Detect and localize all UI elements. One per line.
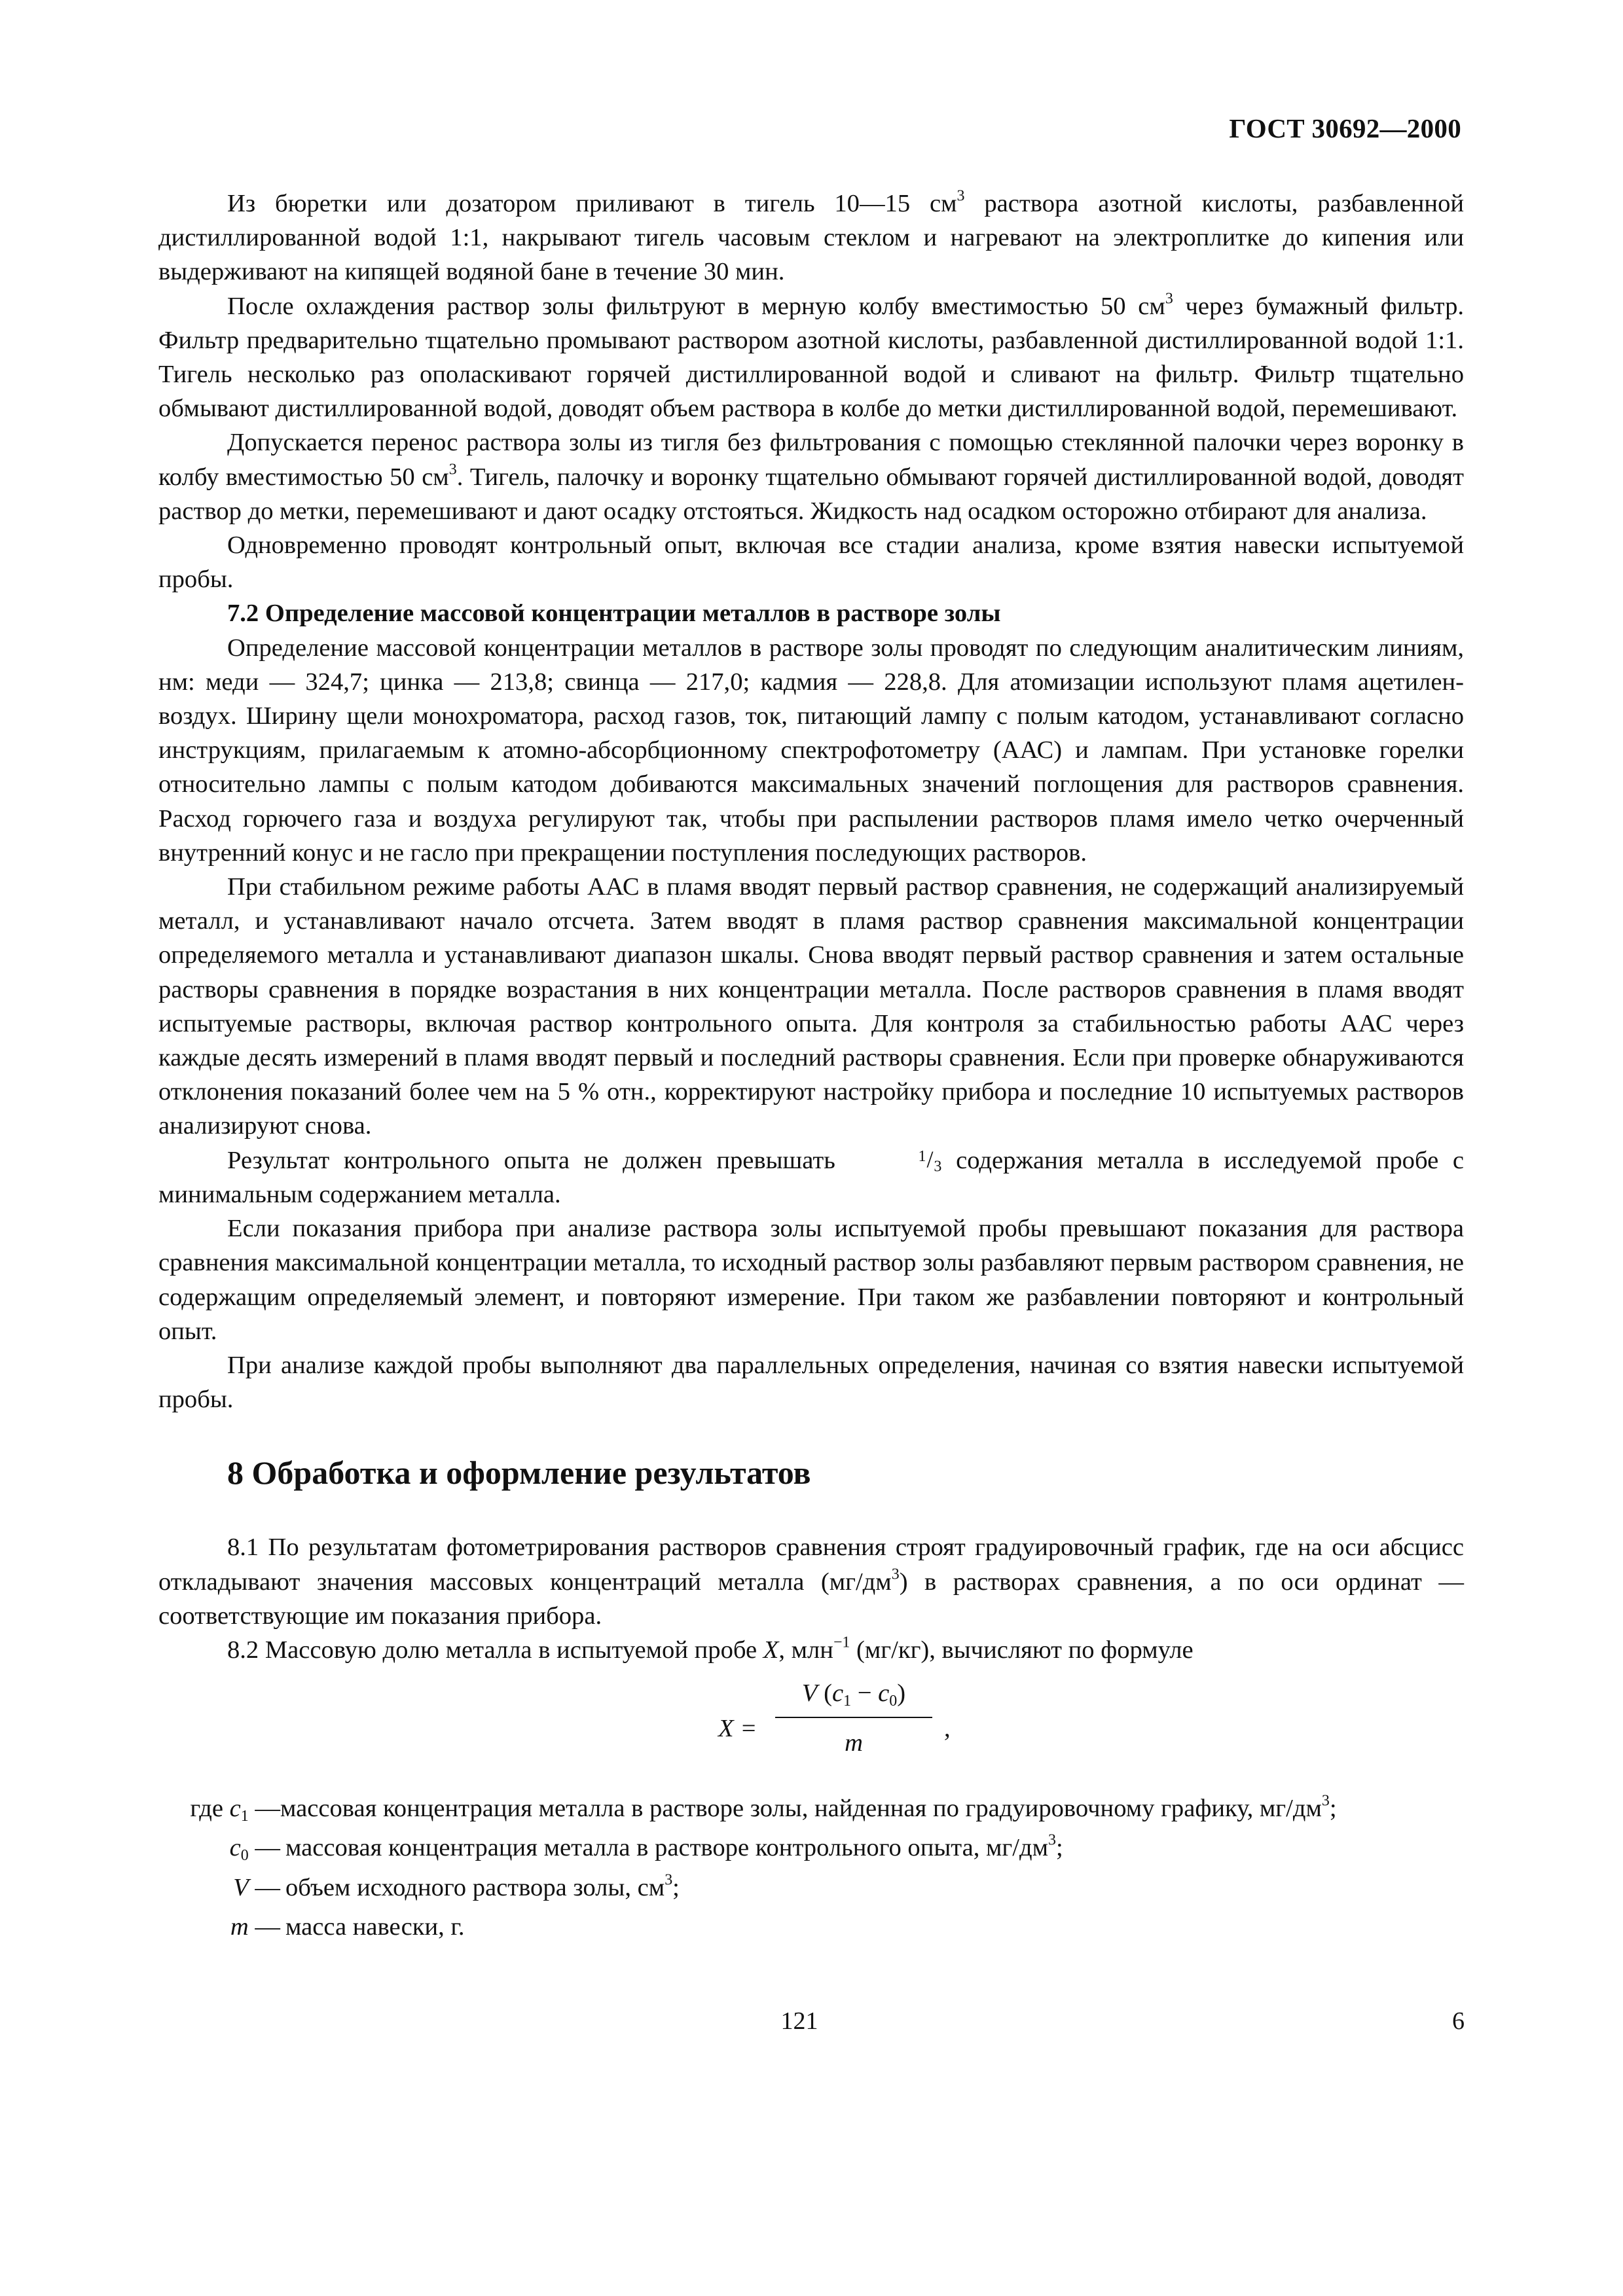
definition-item: V — объем исходного раствора золы, $см^3$; [233, 1871, 680, 1901]
formula-lhs: X = [718, 1715, 757, 1743]
document-code: ГОСТ 30692—2000 [1229, 113, 1461, 143]
section-heading-7-2: 7.2 Определение массовой концентрации металлов в растворе золы [227, 600, 1001, 628]
paragraph: При стабильном режиме работы ААС в пламя вводят первый раствор сравнения, не содержащий анализируемый металл, и устанавливают начало отсчета. Затем вводят в пламя раствор сравнения максимальной концентрации определяемого металла и устанавливают диапазон шкалы. Снова вводят первый раствор сравнения и затем остальные растворы сравнения в порядке возрастания в них концентрации металла. После растворов сравнения в пламя вводят испытуемые растворы, включая раствор контрольного опыта. Для контроля за стабильностью работы ААС через каждые десять измерений в пламя вводят первый и последний растворы сравнения. Если при проверке обнаруживаются отклонения показаний более чем на 5 % отн., корректируют настройку прибора и последние 10 испытуемых растворов анализируют снова. [158, 873, 1464, 1140]
paragraph: 8.2 Массовую долю металла в испытуемой пробе X, млн$^{-1}$ (мг/кг), вычисляют по формуле [227, 1634, 1194, 1664]
formula-definitions [158, 1791, 1464, 1944]
sheet-number: 6 [1452, 2007, 1465, 2035]
formula-denominator: m [845, 1729, 863, 1757]
page-content [158, 187, 1464, 1949]
formula-comma: , [944, 1715, 951, 1743]
paragraph: Одновременно проводят контрольный опыт, включая все стадии анализа, кроме взятия навески испытуемой пробы. [158, 531, 1464, 594]
paragraph: 8.1 По результатам фотометрирования растворов сравнения строят градуировочный график, где на оси абсцисс откладывают значения массовых концентраций металла $(мг/дм^3)$ в растворах сравнения, а по оси ординат — соответствующие им показания прибора. [158, 1534, 1464, 1630]
definition-item: m — масса навески, г. [230, 1912, 465, 1941]
paragraph: При анализе каждой пробы выполняют два параллельных определения, начиная со взятия навески испытуемой пробы. [158, 1351, 1464, 1414]
section-heading-8: 8 Обработка и оформление результатов [227, 1454, 811, 1492]
paragraph: Из бюретки или дозатором приливают в тигель 10—15 $см^3$ раствора азотной кислоты, разбавленной дистиллированной водой 1:1, накрывают тигель часовым стеклом и нагревают на электроплитке до кипения или выдерживают на кипящей водяной бане в течение 30 мин. [158, 187, 1464, 286]
definition-item: $c_0$ — массовая концентрация металла в растворе контрольного опыта, $мг/дм^3$; [229, 1831, 1063, 1865]
page-number: 121 [780, 2007, 818, 2035]
formula-numerator: V $(c_1 - c_0)$ [801, 1679, 906, 1710]
paragraph: После охлаждения раствор золы фильтруют в мерную колбу вместимостью 50 $см^3$ через бумажный фильтр. Фильтр предварительно тщательно промывают раствором азотной кислоты, разбавленной дистиллированной водой 1:1. Тигель несколько раз ополаскивают горячей дистиллированной водой и сливают на фильтр. Фильтр тщательно обмывают дистиллированной водой, доводят объем раствора в колбе до метки дистиллированной водой, перемешивают. [158, 289, 1464, 423]
paragraph: Результат контрольного опыта не должен превышать 1/3 содержания металла в исследуемой пробе с минимальным содержанием металла. [158, 1145, 1464, 1208]
paragraph: Допускается перенос раствора золы из тигля без фильтрования с помощью стеклянной палочки через воронку в колбу вместимостью 50 $см^3$. Тигель, палочку и воронку тщательно обмывают горячей дистиллированной водой, доводят раствор до метки, перемешивают и дают осадку отстояться. Жидкость над осадком осторожно отбирают для анализа. [158, 429, 1464, 525]
fraction-bar [775, 1717, 932, 1718]
paragraph: Если показания прибора при анализе раствора золы испытуемой пробы превышают показания для раствора сравнения максимальной концентрации металла, то исходный раствор золы разбавляют первым раствором сравнения, не содержащим определяемый элемент, и повторяют измерение. При таком же разбавлении повторяют и контрольный опыт. [158, 1215, 1464, 1345]
formula [158, 1676, 1464, 1787]
paragraph: Определение массовой концентрации металлов в растворе золы проводят по следующим аналитическим линиям, нм: меди — 324,7; цинка — 213,8; свинца — 217,0; кадмия — 228,8. Для атомизации используют пламя ацетилен-воздух. Ширину щели монохроматора, расход газов, ток, питающий лампу с полым катодом, устанавливают согласно инструкциям, прилагаемым к атомно-абсорбционному спектрофотометру (ААС) и лампам. При установке горелки относительно лампы с полым катодом добиваются максимальных значений поглощения для растворов сравнения. Расход горючего газа и воздуха регулируют так, чтобы при распылении растворов пламя имело четко очерченный внутренний конус и не гасло при прекращении поступления последующих растворов. [158, 634, 1464, 867]
fraction-one-third: 1/3 [918, 1145, 942, 1175]
definition-item: где $c_1$ — массовая концентрация металла в растворе золы, найденная по градуировочному графику, $мг/дм^3$; [190, 1792, 1337, 1825]
